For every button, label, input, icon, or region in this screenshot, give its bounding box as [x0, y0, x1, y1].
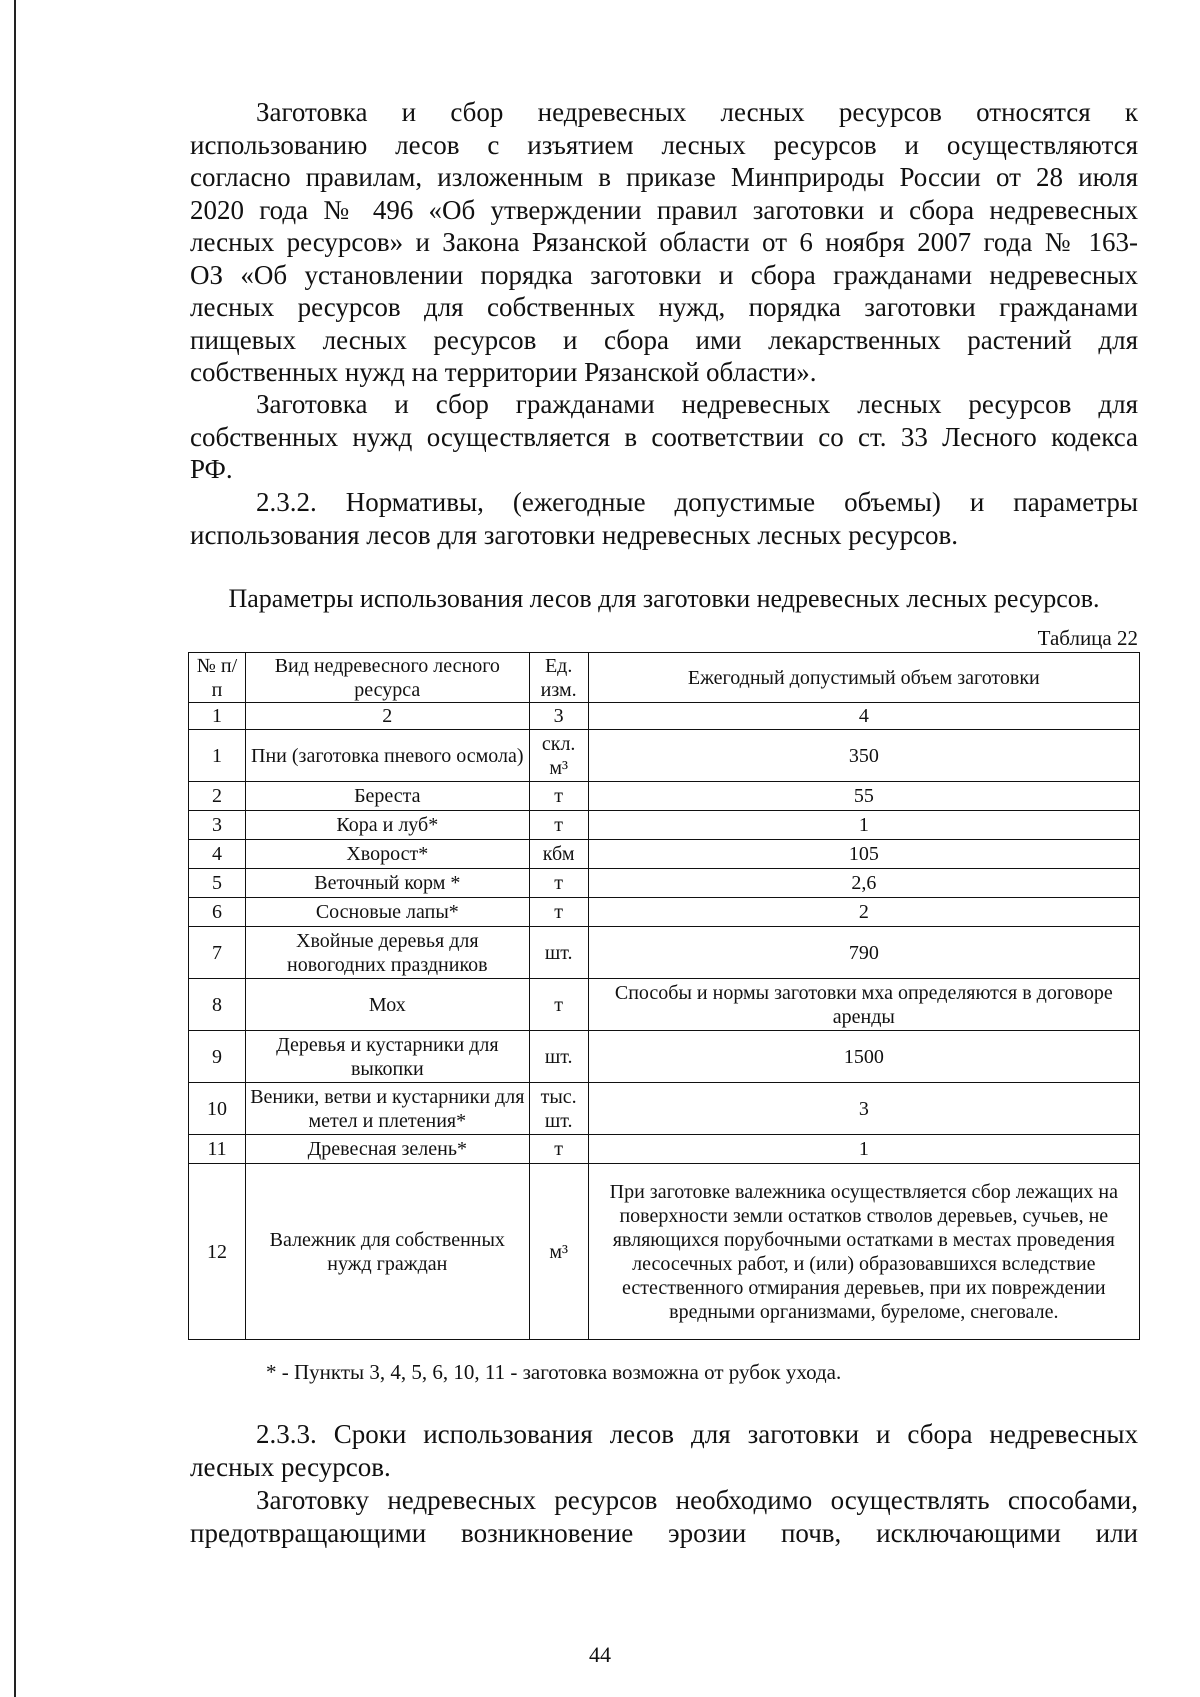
page-edge-line	[14, 0, 16, 1697]
table-row	[189, 979, 1140, 1031]
text-line: пищевых лесных ресурсов и сбора ими лекарственных растений для	[190, 324, 1138, 355]
header-cell: Ежегодный допустимый объем заготовки	[588, 653, 1139, 703]
section-2-3-3-heading	[190, 1418, 1138, 1483]
cell-number: 12	[189, 1164, 246, 1340]
table-row	[189, 898, 1140, 927]
text-line: использования лесов для заготовки недревесных лесных ресурсов.	[190, 519, 959, 550]
cell-unit: т	[529, 782, 588, 811]
table-row	[189, 869, 1140, 898]
column-number-cell: 3	[529, 703, 588, 730]
text-line: 2.3.3. Сроки использования лесов для заготовки и сбора недревесных	[256, 1419, 1138, 1449]
header-cell: № п/п	[189, 653, 246, 703]
cell-volume: 790	[588, 927, 1139, 979]
cell-unit: кбм	[529, 840, 588, 869]
table-number: Таблица 22	[1037, 626, 1138, 650]
header-cell: Вид недревесного лесного ресурса	[245, 653, 529, 703]
cell-volume: 2,6	[588, 869, 1139, 898]
cell-number: 7	[189, 927, 246, 979]
cell-number: 8	[189, 979, 246, 1031]
cell-volume: 3	[588, 1083, 1139, 1135]
table-footnote: * - Пункты 3, 4, 5, 6, 10, 11 - заготовка возможна от рубок ухода.	[266, 1360, 842, 1384]
cell-resource: Мох	[245, 979, 529, 1031]
table-row	[189, 1164, 1140, 1340]
header-cell: Ед. изм.	[529, 653, 588, 703]
table-row	[189, 811, 1140, 840]
text-line: лесных ресурсов.	[190, 1451, 391, 1482]
cell-number: 10	[189, 1083, 246, 1135]
text-line: согласно правилам, изложенным в приказе Минприроды России от 28 июля	[190, 162, 1138, 192]
table-column-numbers-row	[189, 703, 1140, 730]
text-line: использованию лесов с изъятием лесных ресурсов и осуществляются	[190, 129, 1138, 160]
text-line: лесных ресурсов» и Закона Рязанской области от 6 ноября 2007 года № 163-	[190, 227, 1138, 257]
cell-resource: Сосновые лапы*	[245, 898, 529, 927]
cell-number: 5	[189, 869, 246, 898]
table-row	[189, 730, 1140, 782]
text-line: РФ.	[190, 454, 233, 484]
text-line: Заготовку недревесных ресурсов необходимо осуществлять способами,	[256, 1485, 1138, 1515]
cell-volume: 1500	[588, 1031, 1139, 1083]
table-row	[189, 782, 1140, 811]
cell-volume: 105	[588, 840, 1139, 869]
text-line: собственных нужд на территории Рязанской области».	[190, 357, 817, 387]
cell-resource: Хвойные деревья для новогодних праздников	[245, 927, 529, 979]
cell-number: 6	[189, 898, 246, 927]
paragraph-citizens-harvesting	[190, 388, 1138, 486]
cell-volume: При заготовке валежника осуществляется сбор лежащих на поверхности земли остатков стволов деревьев, сучьев, не являющихся порубочными остатками в местах проведения лесосечных работ, и (или) образовавшихся вследствие естественного отмирания деревьев, при их повреждении вредными организмами, буреломе, снеговале.	[588, 1164, 1139, 1340]
text-line: собственных нужд осуществляется в соответствии со ст. 33 Лесного кодекса	[190, 421, 1138, 452]
table-row	[189, 927, 1140, 979]
column-number-cell: 1	[189, 703, 246, 730]
paragraph-harvesting-methods	[190, 1484, 1138, 1549]
cell-unit: тыс. шт.	[529, 1083, 588, 1135]
cell-unit: т	[529, 1135, 588, 1164]
page-number: 44	[589, 1642, 611, 1667]
cell-number: 2	[189, 782, 246, 811]
text-line: ОЗ «Об установлении порядка заготовки и сбора гражданами недревесных	[190, 259, 1138, 290]
cell-volume: 1	[588, 1135, 1139, 1164]
table-row	[189, 1135, 1140, 1164]
paragraph-harvesting-rules	[190, 96, 1138, 389]
cell-number: 4	[189, 840, 246, 869]
cell-unit: шт.	[529, 927, 588, 979]
cell-unit: шт.	[529, 1031, 588, 1083]
cell-volume: Способы и нормы заготовки мха определяются в договоре аренды	[588, 979, 1139, 1031]
cell-volume: 1	[588, 811, 1139, 840]
cell-number: 3	[189, 811, 246, 840]
table-caption: Параметры использования лесов для заготовки недревесных лесных ресурсов.	[228, 584, 1100, 613]
text-line: лесных ресурсов для собственных нужд, порядка заготовки гражданами	[190, 292, 1138, 322]
cell-volume: 2	[588, 898, 1139, 927]
text-line: предотвращающими возникновение эрозии почв, исключающими или	[190, 1517, 1138, 1548]
table-row	[189, 1083, 1140, 1135]
cell-unit: скл. м³	[529, 730, 588, 782]
cell-number: 1	[189, 730, 246, 782]
cell-resource: Древесная зелень*	[245, 1135, 529, 1164]
cell-resource: Деревья и кустарники для выкопки	[245, 1031, 529, 1083]
cell-unit: т	[529, 898, 588, 927]
cell-resource: Хворост*	[245, 840, 529, 869]
table-row	[189, 1031, 1140, 1083]
cell-unit: т	[529, 811, 588, 840]
cell-volume: 350	[588, 730, 1139, 782]
cell-unit: т	[529, 869, 588, 898]
cell-unit: т	[529, 979, 588, 1031]
cell-unit: м³	[529, 1164, 588, 1340]
table-header-row	[189, 653, 1140, 703]
cell-volume: 55	[588, 782, 1139, 811]
resources-table	[188, 652, 1140, 1340]
text-line: 2020 года № 496 «Об утверждении правил заготовки и сбора недревесных	[190, 194, 1138, 225]
text-line: Заготовка и сбор недревесных лесных ресурсов относятся к	[256, 97, 1138, 127]
section-2-3-2-heading	[190, 486, 1138, 551]
text-line: 2.3.2. Нормативы, (ежегодные допустимые объемы) и параметры	[256, 487, 1138, 517]
text-line: Заготовка и сбор гражданами недревесных лесных ресурсов для	[256, 389, 1138, 419]
table-row	[189, 840, 1140, 869]
cell-resource: Валежник для собственных нужд граждан	[245, 1164, 529, 1340]
cell-resource: Веточный корм *	[245, 869, 529, 898]
cell-resource: Береста	[245, 782, 529, 811]
cell-resource: Пни (заготовка пневого осмола)	[245, 730, 529, 782]
column-number-cell: 2	[245, 703, 529, 730]
cell-number: 9	[189, 1031, 246, 1083]
cell-resource: Веники, ветви и кустарники для метел и плетения*	[245, 1083, 529, 1135]
cell-resource: Кора и луб*	[245, 811, 529, 840]
cell-number: 11	[189, 1135, 246, 1164]
column-number-cell: 4	[588, 703, 1139, 730]
